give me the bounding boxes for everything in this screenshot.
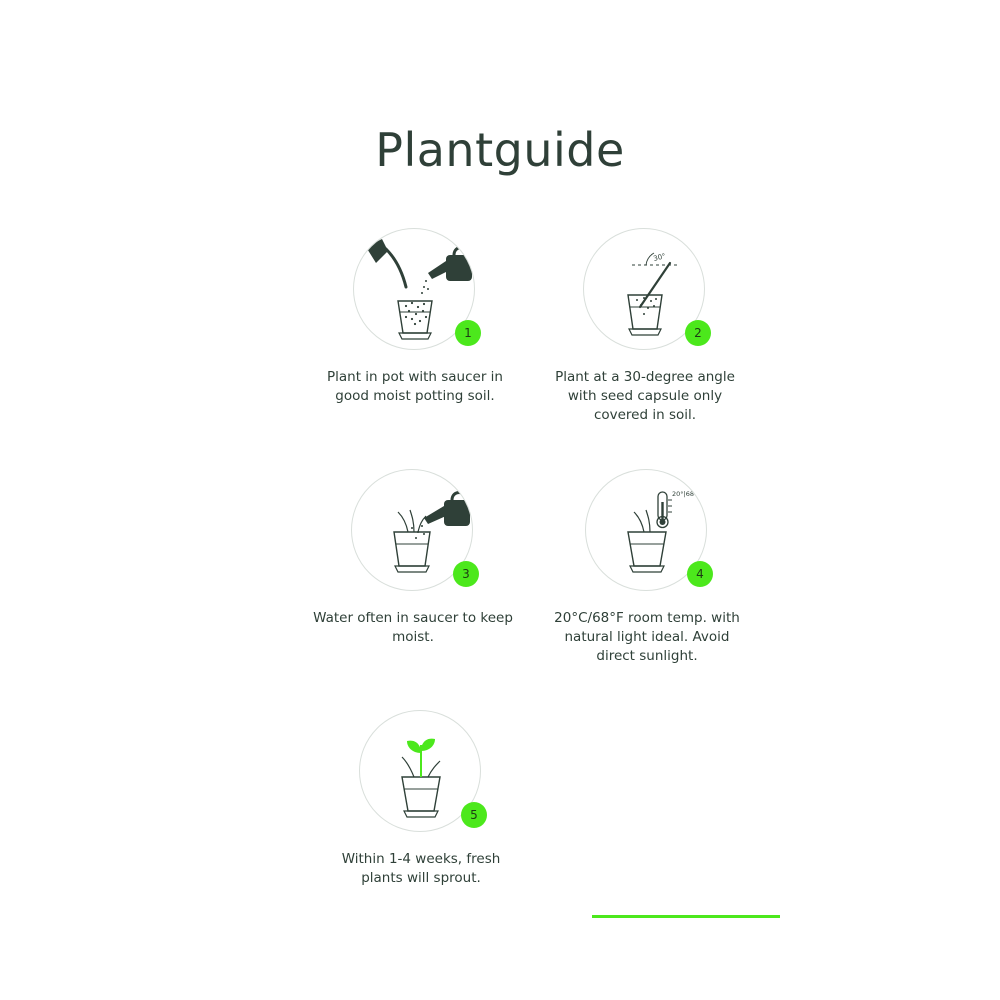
step-3-badge: 3	[453, 561, 479, 587]
accent-bar	[592, 915, 780, 918]
step-1-icon-wrap	[353, 228, 477, 352]
step-4-caption: 20°C/68°F room temp. with natural light ideal. Avoid direct sunlight.	[554, 610, 740, 664]
step-2-icon-wrap	[583, 228, 707, 352]
svg-text:30°: 30°	[652, 252, 667, 263]
svg-text:20°|68°|: 20°|68°|	[672, 490, 700, 498]
step-4-badge: 4	[687, 561, 713, 587]
step-3	[300, 469, 526, 647]
step-5-caption: Within 1-4 weeks, fresh plants will sprout.	[341, 851, 501, 886]
step-1	[300, 228, 530, 406]
step-2-caption: Plant at a 30-degree angle with seed capsule only covered in soil.	[555, 369, 735, 423]
step-1-badge: 1	[455, 320, 481, 346]
step-3-icon-wrap	[351, 469, 475, 593]
step-5	[308, 710, 534, 888]
step-3-caption: Water often in saucer to keep moist.	[313, 610, 513, 645]
page-title: Plantguide	[375, 123, 625, 177]
step-5-badge: 5	[461, 802, 487, 828]
step-2-badge: 2	[685, 320, 711, 346]
step-4	[534, 469, 760, 666]
steps-container	[300, 228, 760, 888]
step-1-caption: Plant in pot with saucer in good moist potting soil.	[327, 369, 503, 404]
step-2	[530, 228, 760, 425]
step-5-icon-wrap	[359, 710, 483, 834]
step-row-1	[300, 228, 760, 425]
step-row-3	[300, 710, 760, 888]
step-4-icon-wrap	[585, 469, 709, 593]
step-row-2	[300, 469, 760, 666]
